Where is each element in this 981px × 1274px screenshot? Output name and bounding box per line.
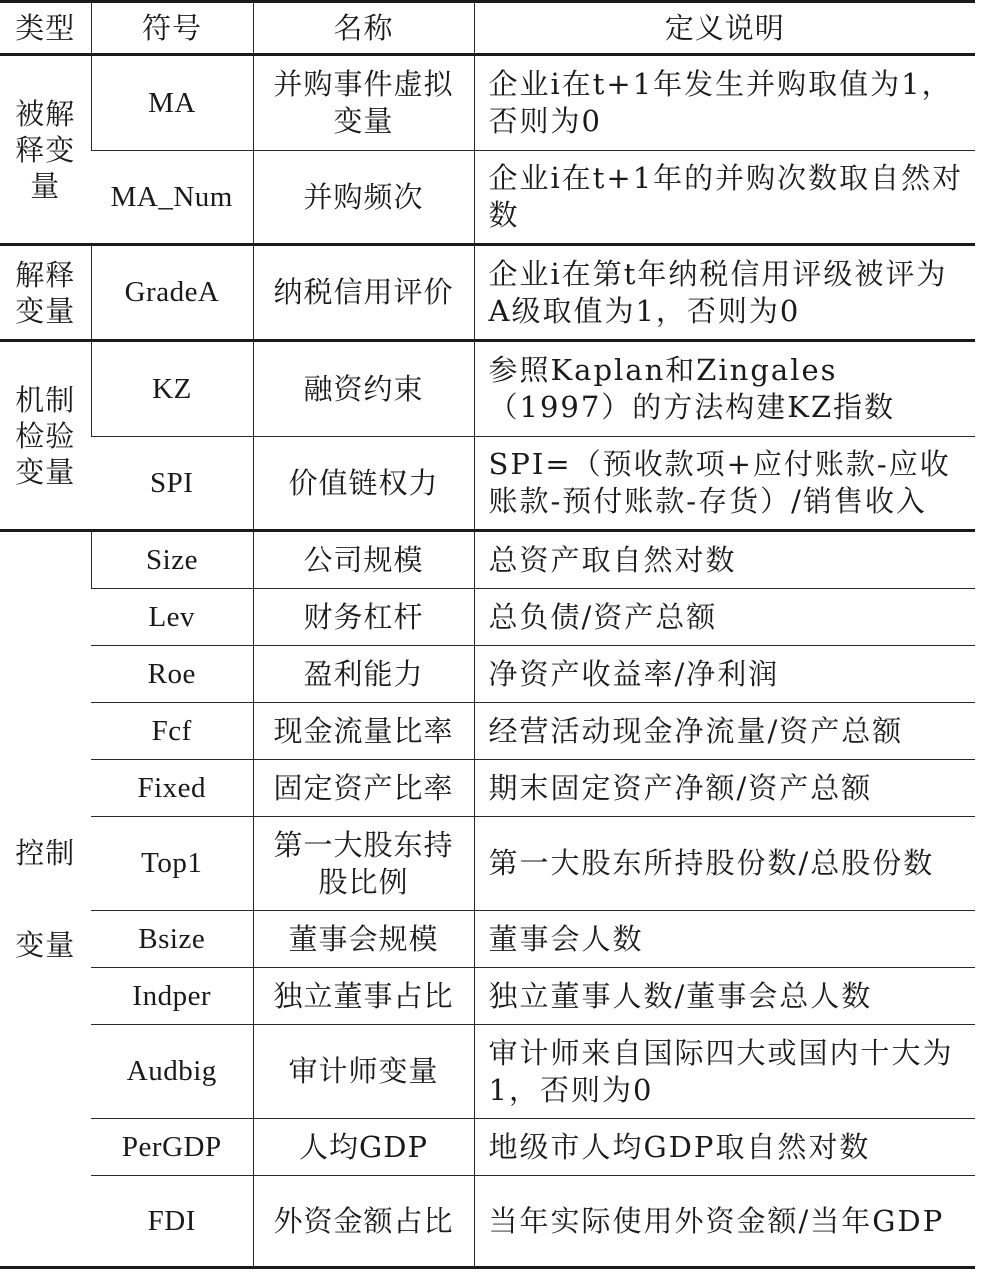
table-row xyxy=(0,911,975,968)
header-definition: 定义说明 xyxy=(474,2,975,55)
name-cell: 融资约束 xyxy=(253,341,474,437)
symbol-cell: FDI xyxy=(91,1176,253,1268)
type-cell: 控制变量 xyxy=(0,531,91,1268)
table-row xyxy=(0,245,975,341)
table-row xyxy=(0,437,975,531)
definition-cell: 经营活动现金净流量/资产总额 xyxy=(474,703,975,760)
table-row xyxy=(0,968,975,1025)
definition-cell: 审计师来自国际四大或国内十大为1，否则为0 xyxy=(474,1025,975,1119)
symbol-cell: Indper xyxy=(91,968,253,1025)
symbol-cell: GradeA xyxy=(91,245,253,341)
definition-cell: 独立董事人数/董事会总人数 xyxy=(474,968,975,1025)
definition-cell: 净资产收益率/净利润 xyxy=(474,646,975,703)
table-row xyxy=(0,55,975,151)
table-row xyxy=(0,1119,975,1176)
symbol-cell: Roe xyxy=(91,646,253,703)
definition-cell: 总资产取自然对数 xyxy=(474,531,975,589)
table-body xyxy=(0,55,975,1268)
symbol-cell: Audbig xyxy=(91,1025,253,1119)
type-cell: 被解释变量 xyxy=(0,55,91,245)
header-name: 名称 xyxy=(253,2,474,55)
name-cell: 价值链权力 xyxy=(253,437,474,531)
definition-cell: 参照Kaplan和Zingales（1997）的方法构建KZ指数 xyxy=(474,341,975,437)
name-cell: 人均GDP xyxy=(253,1119,474,1176)
symbol-cell: PerGDP xyxy=(91,1119,253,1176)
definition-cell: 期末固定资产净额/资产总额 xyxy=(474,760,975,817)
name-cell: 固定资产比率 xyxy=(253,760,474,817)
table-row xyxy=(0,341,975,437)
name-cell: 现金流量比率 xyxy=(253,703,474,760)
type-cell: 机制检验变量 xyxy=(0,341,91,531)
name-cell: 纳税信用评价 xyxy=(253,245,474,341)
definition-cell: SPI=（预收款项+应付账款-应收账款-预付账款-存货）/销售收入 xyxy=(474,437,975,531)
definition-cell: 总负债/资产总额 xyxy=(474,589,975,646)
definition-cell: 第一大股东所持股份数/总股份数 xyxy=(474,817,975,911)
name-cell: 第一大股东持股比例 xyxy=(253,817,474,911)
table-header xyxy=(0,2,975,55)
definition-cell: 董事会人数 xyxy=(474,911,975,968)
symbol-cell: KZ xyxy=(91,341,253,437)
name-cell: 董事会规模 xyxy=(253,911,474,968)
header-symbol: 符号 xyxy=(91,2,253,55)
name-cell: 财务杠杆 xyxy=(253,589,474,646)
type-cell: 解释变量 xyxy=(0,245,91,341)
name-cell: 公司规模 xyxy=(253,531,474,589)
table-row xyxy=(0,703,975,760)
header-type: 类型 xyxy=(0,2,91,55)
symbol-cell: SPI xyxy=(91,437,253,531)
name-cell: 并购事件虚拟变量 xyxy=(253,55,474,151)
name-cell: 审计师变量 xyxy=(253,1025,474,1119)
header-row xyxy=(0,2,975,55)
symbol-cell: MA_Num xyxy=(91,151,253,245)
symbol-cell: Size xyxy=(91,531,253,589)
table-row xyxy=(0,817,975,911)
table-row xyxy=(0,1176,975,1268)
symbol-cell: Lev xyxy=(91,589,253,646)
name-cell: 盈利能力 xyxy=(253,646,474,703)
definition-cell: 企业i在第t年纳税信用评级被评为A级取值为1，否则为0 xyxy=(474,245,975,341)
definition-cell: 地级市人均GDP取自然对数 xyxy=(474,1119,975,1176)
name-cell: 外资金额占比 xyxy=(253,1176,474,1268)
name-cell: 并购频次 xyxy=(253,151,474,245)
symbol-cell: MA xyxy=(91,55,253,151)
symbol-cell: Bsize xyxy=(91,911,253,968)
definition-cell: 企业i在t+1年发生并购取值为1，否则为0 xyxy=(474,55,975,151)
name-cell: 独立董事占比 xyxy=(253,968,474,1025)
table-row xyxy=(0,1025,975,1119)
table-row xyxy=(0,646,975,703)
symbol-cell: Top1 xyxy=(91,817,253,911)
definition-cell: 企业i在t+1年的并购次数取自然对数 xyxy=(474,151,975,245)
symbol-cell: Fixed xyxy=(91,760,253,817)
table-row xyxy=(0,531,975,589)
symbol-cell: Fcf xyxy=(91,703,253,760)
table-row xyxy=(0,589,975,646)
definition-cell: 当年实际使用外资金额/当年GDP xyxy=(474,1176,975,1268)
table-row xyxy=(0,760,975,817)
table-row xyxy=(0,151,975,245)
